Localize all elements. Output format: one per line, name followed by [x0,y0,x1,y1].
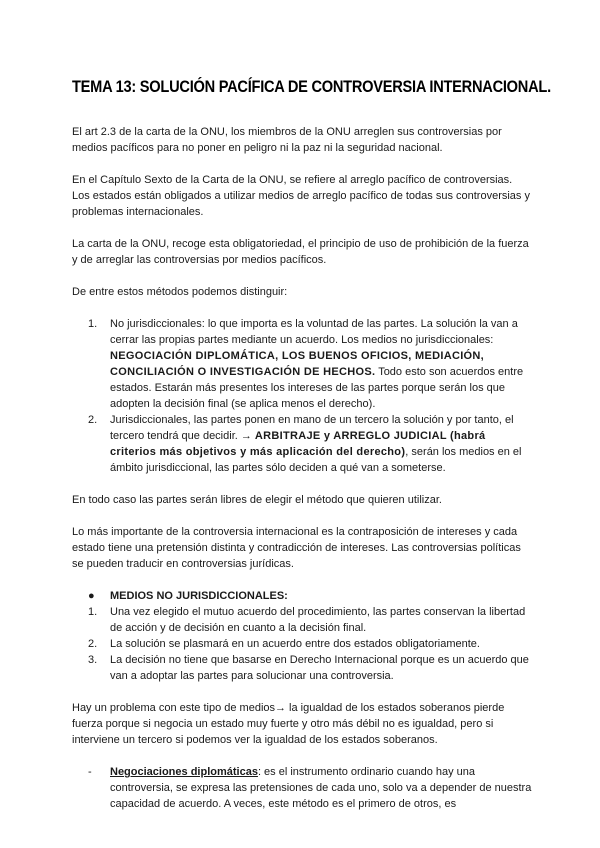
list-item [72,316,532,412]
list-item [72,764,532,812]
item-text: , serán los medios en el ámbito jurisdiccional, las partes sólo deciden a qué van a someterse. [110,446,522,474]
list-item [72,652,532,684]
item-bold-text: ARBITRAJE y ARREGLO JUDICIAL (habrá criterios más objetivos y más aplicación del derecho) [110,430,486,458]
page-title: TEMA 13: SOLUCIÓN PACÍFICA DE CONTROVERSIA INTERNACIONAL. [72,77,551,96]
section-heading [72,588,532,604]
item-bold-text: NEGOCIACIÓN DIPLOMÁTICA, LOS BUENOS OFICIOS, MEDIACIÓN, CONCILIACIÓN O INVESTIGACIÓN DE HECHOS. [110,350,485,378]
paragraph: En todo caso las partes serán libres de elegir el método que quieren utilizar. [72,494,442,506]
list-item [72,636,532,652]
dash-marker: - [88,766,92,778]
paragraph: El art 2.3 de la carta de la ONU, los miembros de la ONU arreglen sus controversias por medios pacíficos para no poner en peligro ni la paz ni la seguridad nacional. [72,126,502,154]
item-text: La solución se plasmará en un acuerdo entre dos estados obligatoriamente. [110,638,480,650]
item-text: Jurisdiccionales, las partes ponen en mano de un tercero la solución y por tanto, el tercero tendrá que decidir. → [110,414,514,442]
document-body [72,124,532,812]
list-number: 3. [88,654,98,666]
paragraph: Lo más importante de la controversia internacional es la contraposición de intereses y cada estado tiene una pretensión distinta y contradicción de intereses. Las controversias políticas se pueden traducir en controversias jurídicas. [72,526,521,570]
paragraph: En el Capítulo Sexto de la Carta de la ONU, se refiere al arreglo pacífico de controversias. Los estados están obligados a utilizar medios de arreglo pacífico de todas sus controversias y problemas internacionales. [72,174,530,218]
paragraph: Hay un problema con este tipo de medios→ la igualdad de los estados soberanos pierde fuerza porque si negocia un estado muy fuerte y otro más débil no es igualdad, pero si interviene un tercero si podemos ver la igualdad de los estados soberanos. [72,702,505,746]
paragraph: De entre estos métodos podemos distinguir: [72,286,288,298]
item-text: No jurisdiccionales: lo que importa es la voluntad de las partes. La solución la van a cerrar las propias partes mediante un acuerdo. Los medios no jurisdiccionales: [110,318,518,346]
section-heading-text: MEDIOS NO JURISDICCIONALES: [110,590,288,602]
item-text: : es el instrumento ordinario cuando hay una controversia, se expresa las pretensiones de cada uno, solo va a depender de nuestra capacidad de acuerdo. A veces, este método es el primero de otros, es [110,766,532,810]
item-text: Una vez elegido el mutuo acuerdo del procedimiento, las partes conservan la libertad de acción y de decisión en cuanto a la decisión final. [110,606,526,634]
list-item [72,604,532,636]
item-text: La decisión no tiene que basarse en Derecho Internacional porque es un acuerdo que van a adoptar las partes para solucionar una controversia. [110,654,529,682]
item-term: Negociaciones diplomáticas [110,766,258,778]
item-text: Todo esto son acuerdos entre estados. Estarán más presentes los intereses de las partes porque serán los que adopten la decisión final (se aplica menos el derecho). [110,366,524,410]
non-jur-list [72,604,532,684]
list-number: 1. [88,606,98,618]
list-number: 2. [88,414,98,426]
dash-list [72,764,532,812]
list-number: 1. [88,318,98,330]
list-item [72,412,532,476]
methods-list [72,316,532,476]
bullet-icon: ● [88,590,95,602]
paragraph: La carta de la ONU, recoge esta obligatoriedad, el principio de uso de prohibición de la fuerza y de arreglar las controversias por medios pacíficos. [72,238,529,266]
list-number: 2. [88,638,98,650]
